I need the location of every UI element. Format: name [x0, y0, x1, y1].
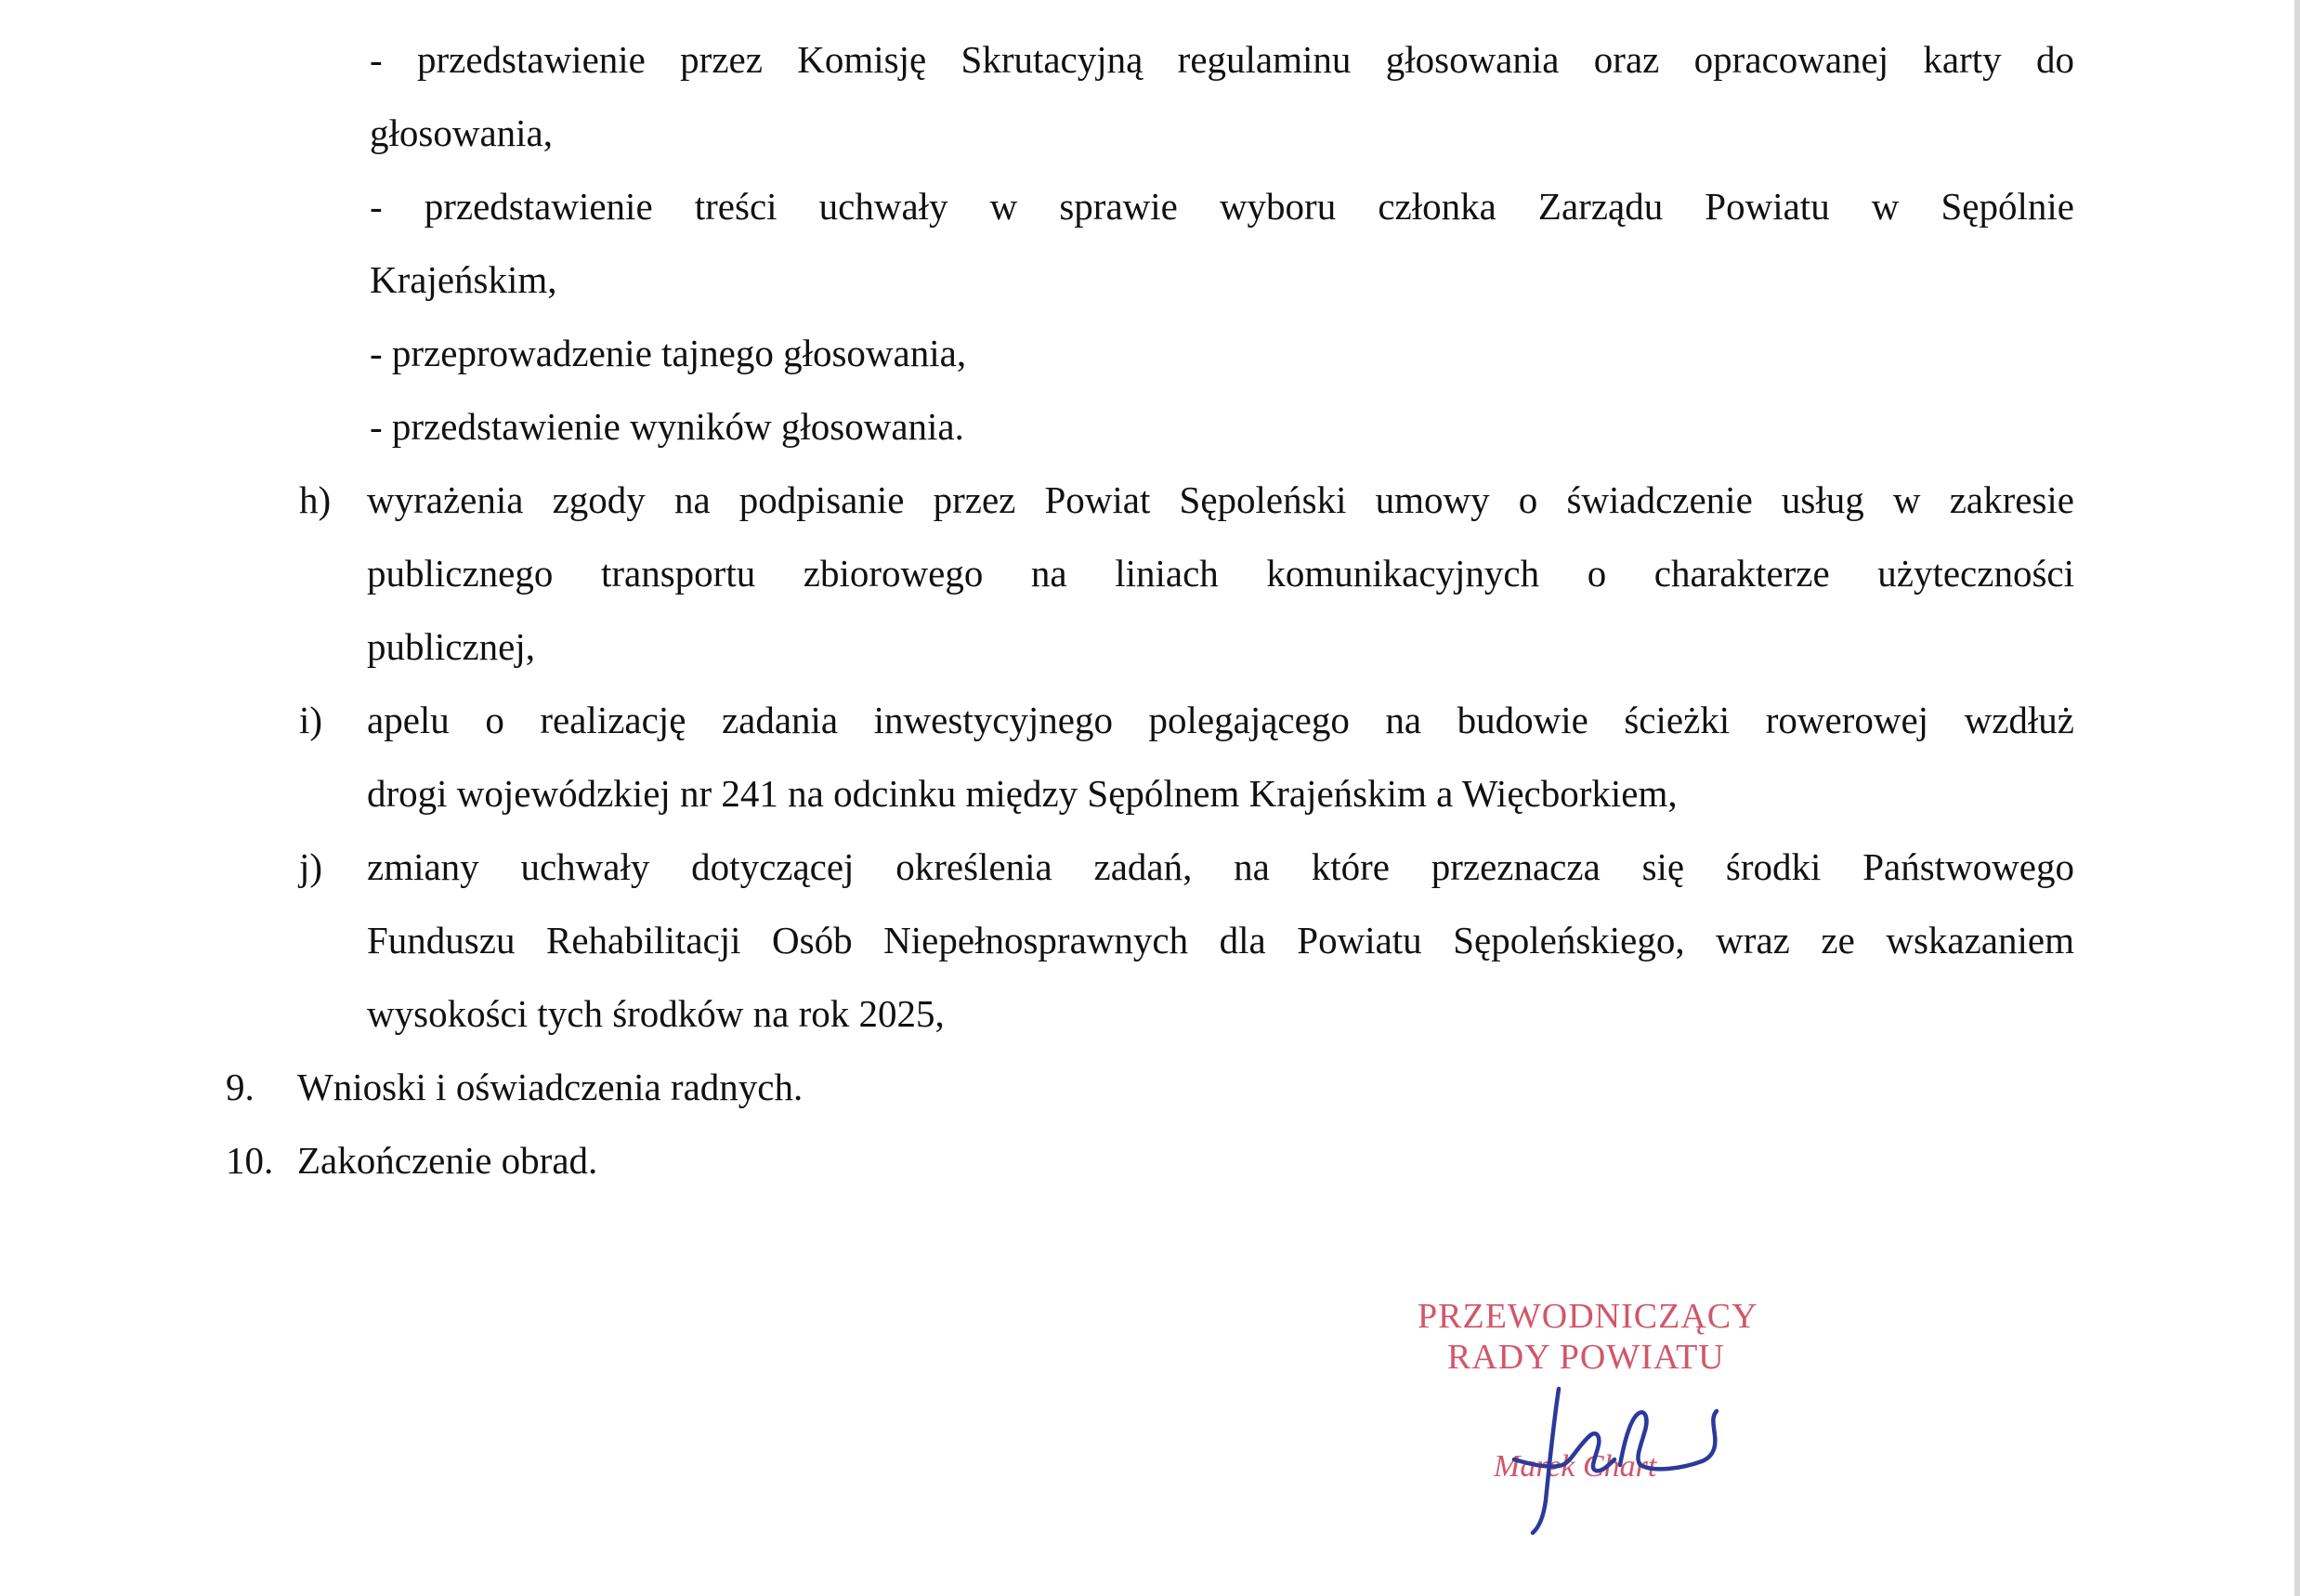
signature-stroke-4 [1702, 1411, 1717, 1461]
signature-stroke-3 [1620, 1412, 1702, 1469]
agenda-g-bullet-4: - przedstawienie wyników głosowania. [370, 405, 964, 448]
agenda-j-line-1: zmiany uchwały dotyczącej określenia zadań, na które przeznacza się środki Państwowego [367, 845, 2074, 888]
agenda-g-bullet-3: - przeprowadzenie tajnego głosowania, [370, 332, 967, 374]
agenda-g-bullet-2-line-2: Krajeńskim, [370, 258, 557, 301]
agenda-i-line-1: apelu o realizację zadania inwestycyjnego polegającego na budowie ścieżki rowerowej wzdłuż [367, 699, 2074, 741]
agenda-h-line-1: wyrażenia zgody na podpisanie przez Powiat Sępoleński umowy o świadczenie usług w zakresie [367, 478, 2074, 521]
chairman-stamp [1393, 1296, 1793, 1537]
agenda-item-10-marker: 10. [226, 1139, 274, 1182]
agenda-i-marker: i) [299, 699, 323, 741]
agenda-item-9-marker: 9. [226, 1066, 255, 1108]
agenda-h-line-3: publicznej, [367, 625, 536, 668]
stamp-title-line-1: PRZEWODNICZĄCY [1418, 1297, 1758, 1336]
agenda-i-line-2: drogi wojewódzkiej nr 241 na odcinku między Sępólnem Krajeńskim a Więcborkiem, [367, 772, 1678, 815]
agenda-h-marker: h) [299, 478, 332, 521]
agenda-g-bullet-1-line-1: - przedstawienie przez Komisję Skrutacyjną regulaminu głosowania oraz opracowanej karty do [370, 38, 2074, 81]
scan-edge [2294, 0, 2300, 1596]
stamp-name: Marek Chart [1494, 1449, 1657, 1484]
agenda-item-9-text: Wnioski i oświadczenia radnych. [297, 1066, 804, 1108]
agenda-j-line-3: wysokości tych środków na rok 2025, [367, 992, 945, 1035]
agenda-item-10-text: Zakończenie obrad. [297, 1139, 598, 1182]
signature-stroke-1 [1533, 1389, 1559, 1533]
stamp-title-line-2: RADY POWIATU [1447, 1338, 1725, 1377]
agenda-j-marker: j) [299, 845, 323, 888]
signature-stroke-2 [1514, 1433, 1614, 1471]
agenda-g-bullet-1-line-2: głosowania, [370, 111, 553, 154]
handwritten-signature [1505, 1380, 1746, 1537]
agenda-h-line-2: publicznego transportu zbiorowego na liniach komunikacyjnych o charakterze użyteczności [367, 552, 2074, 595]
agenda-j-line-2: Funduszu Rehabilitacji Osób Niepełnosprawnych dla Powiatu Sępoleńskiego, wraz ze wskazaniem [367, 919, 2074, 962]
agenda-g-bullet-2-line-1: - przedstawienie treści uchwały w sprawie wyboru członka Zarządu Powiatu w Sępólnie [370, 185, 2074, 228]
